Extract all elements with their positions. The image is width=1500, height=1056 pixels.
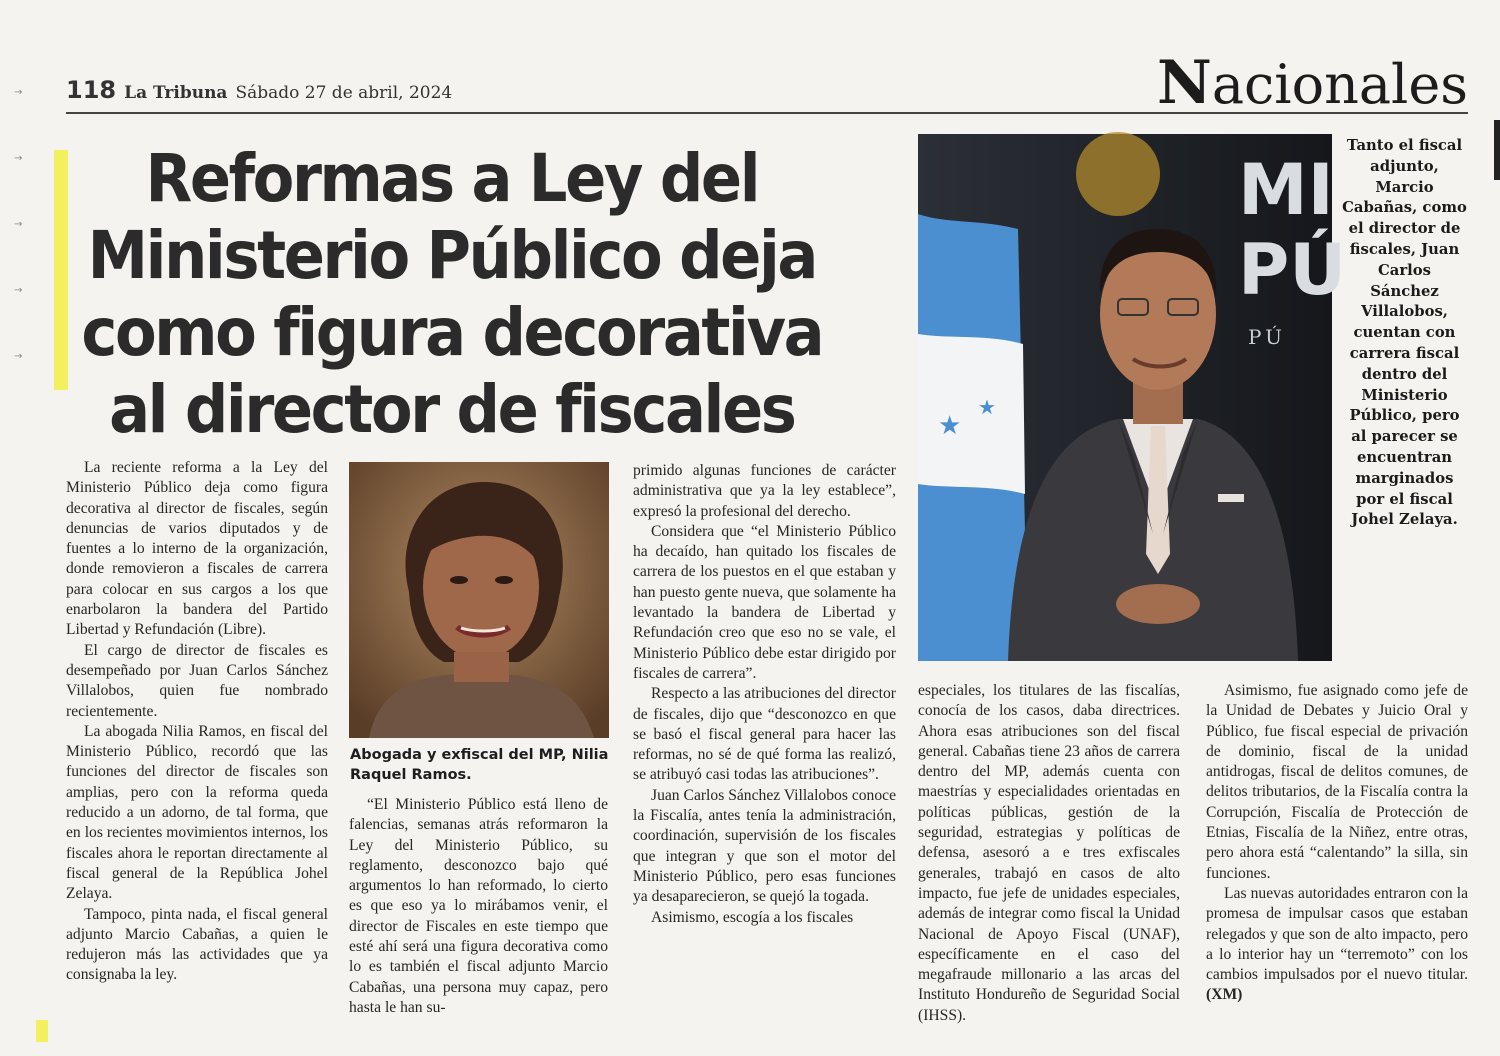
portrait-illustration [349, 462, 609, 738]
section-title [1157, 48, 1468, 118]
paragraph [1206, 884, 1468, 1006]
scan-edge [1494, 120, 1500, 180]
svg-text:★: ★ [978, 395, 996, 419]
portrait-photo-nilia-ramos [349, 462, 609, 738]
backdrop-text-3: PÚ [1248, 325, 1286, 349]
section-title-initial: N [1157, 48, 1212, 118]
portrait-illustration [918, 134, 1347, 661]
newspaper-name: La Tribuna [124, 83, 228, 103]
backdrop-text-2: PÚ [1238, 229, 1347, 311]
article-column-3 [633, 461, 896, 928]
backdrop-text-1: MI [1238, 149, 1334, 231]
header-rule [66, 112, 1468, 114]
headline-line-4: al director de fiscales [109, 371, 795, 448]
highlighter-mark [54, 150, 68, 390]
paragraph: “El Ministerio Público está lleno de falencias, semanas atrás reformaron la Ley del Ministerio Público, su reglamento, desconozco bajo qué argumentos lo han reformado, lo cierto es que eso ya lo mirábamos venir, el director de Fiscales en este tiempo que esté ahí será una figura decorativa como lo es también el fiscal adjunto Marcio Cabañas, una persona muy capaz, pero hasta le han su- [349, 796, 608, 1016]
paragraph: Considera que “el Ministerio Público ha decaído, han quitado los fiscales de carrera de los puestos en el que estaban y han puesto gente nueva, que solamente ha levantado la bandera de Libertad y Refundación creo que eso no se vale, el Ministerio Público debe estar dirigido por fiscales de carrera”. [633, 522, 896, 682]
paragraph: primido algunas funciones de carácter administrativa que ya la ley establece”, expresó la profesional del derecho. [633, 462, 896, 520]
highlighter-mark-small [36, 1020, 48, 1042]
article-column-2 [349, 795, 608, 1018]
paragraph: Asimismo, escogía a los fiscales [651, 908, 854, 926]
paragraph: La abogada Nilia Ramos, en fiscal del Ministerio Público, recordó que las funciones del director de fiscales son amplias, pero con la reforma queda reducido a un adorno, de tal forma, que en los recientes movimientos internos, los fiscales ahora le reportan directamente al fiscal general de la República Johel Zelaya. [66, 722, 328, 903]
article-column-1 [66, 458, 328, 986]
paragraph: Juan Carlos Sánchez Villalobos conoce la Fiscalía, antes tenía la administración, coordinación, supervisión de los fiscales que integran y que son el motor del Ministerio Público, pero esas funciones ya desaparecieron, se quejó la togada. [633, 786, 896, 906]
page-number: 118 [66, 76, 117, 104]
headline-line-1: Reformas a Ley del [145, 140, 759, 217]
paragraph: El cargo de director de fiscales es desempeñado por Juan Carlos Sánchez Villalobos, quien fue nombrado recientemente. [66, 641, 328, 720]
headline-line-2: Ministerio Público deja [87, 217, 816, 294]
paragraph: Tampoco, pinta nada, el fiscal general adjunto Marcio Cabañas, a quien le redujeron más las actividades que ya consignaba la ley. [66, 905, 328, 984]
section-title-rest: acionales [1211, 53, 1468, 116]
headline-line-3: como figura decorativa [81, 294, 823, 371]
paragraph: La reciente reforma a la Ley del Ministerio Público deja como figura decorativa al director de fiscales, según denuncias de varios diputados y de fuentes a lo interno de la organización, donde removieron a fiscales de carrera para colocar en sus cargos a los que enarbolaron la bandera del Partido Libertad y Refundación (Libre). [66, 459, 328, 639]
scan-margin-marks: → → → → → [14, 87, 23, 362]
paragraph: especiales, los titulares de las fiscalías, conocía de los casos, daba directrices. Ahora esas atribuciones son del fiscal general. Cabañas tiene 23 años de carrera dentro del MP, además cuenta con maestrías y especialidades orientadas en políticas públicas, gestión de la seguridad, estrategias y políticas de defensa, asesoró a e tres exfiscales generales, trabajó en casos de alto impacto, fue jefe de unidades especiales, además de integrar como fiscal la Unidad Nacional de Apoyo Fiscal (UNAF), específicamente en el caso del megafraude millonario a las arcas del Instituto Hondureño de Seguridad Social (IHSS). [918, 682, 1180, 1024]
issue-date: Sábado 27 de abril, 2024 [235, 83, 453, 103]
author-initials: (XM) [1206, 986, 1243, 1004]
svg-text:★: ★ [938, 411, 962, 441]
paragraph-text: Las nuevas autoridades entraron con la promesa de impulsar casos que estaban relegados y que son de alto impacto, pero a lo interior hay un “terremoto” con los cambios impulsados por el nuevo titular. [1206, 884, 1468, 984]
article-column-4 [918, 681, 1180, 1026]
paragraph: Respecto a las atribuciones del director de fiscales, dijo que “desconozco en que se basó el fiscal general para hacer las reformas, no sé de qué forma las realizó, se atribuyó casi todas las atribuciones”. [633, 685, 896, 784]
portrait-photo-juan-carlos-sanchez [918, 134, 1347, 661]
paragraph: Asimismo, fue asignado como jefe de la Unidad de Debates y Juicio Oral y Público, fue fiscal especial de privación de dominio, fiscal de la unidad antidrogas, fiscal de delitos comunes, de delitos tributarios, de la Fiscalía contra la Corrupción, Fiscalía de Protección de Etnias, Fiscalía de la Niñez, entre otras, pero ahora está “calentando” la silla, sin funciones. [1206, 682, 1468, 882]
photo-caption: Tanto el fiscal adjunto, Marcio Cabañas, como el director de fiscales, Juan Carlos Sánchez Villalobos, cuentan con carrera fiscal dentro del Ministerio Público, pero al parecer se encuentran marginados por el fiscal Johel Zelaya. [1342, 137, 1467, 529]
article-column-5 [1206, 681, 1468, 1006]
headline [70, 140, 834, 448]
page-header [66, 76, 452, 104]
photo-caption: Abogada y exfiscal del MP, Nilia Raquel Ramos. [350, 747, 609, 783]
